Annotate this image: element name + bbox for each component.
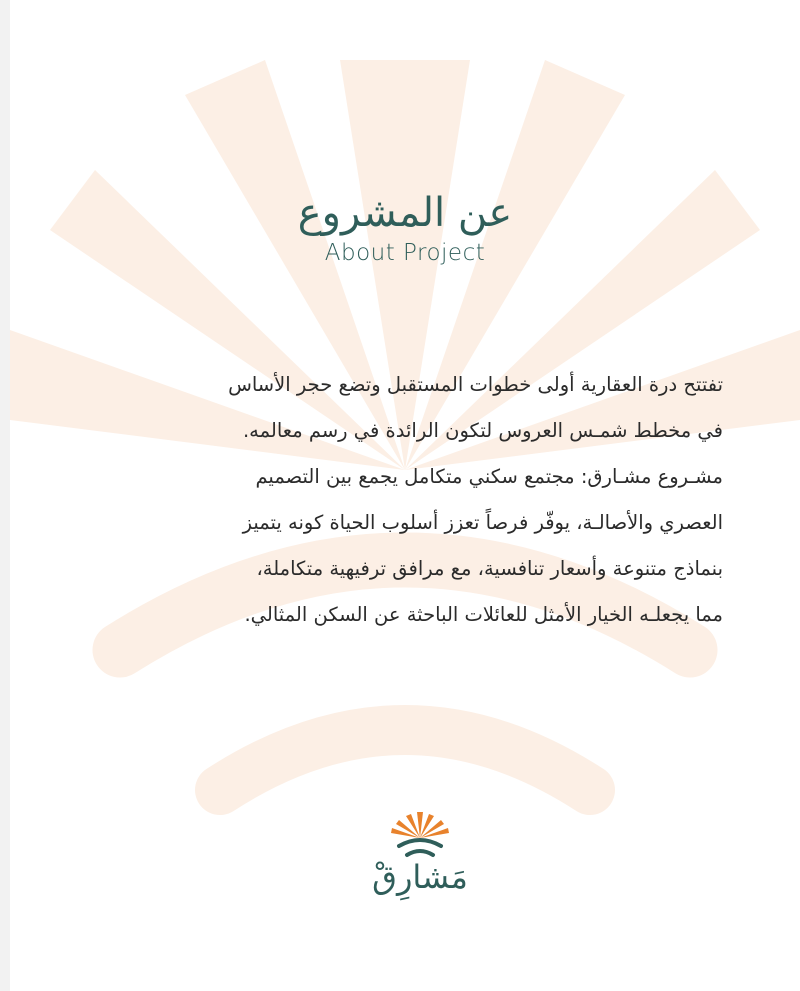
page-title-english: About Project — [324, 240, 486, 266]
brand-logo — [360, 808, 480, 918]
paragraph-line: مشـروع مشـارق: مجتمع سكني متكامل يجمع بين التصميم — [255, 465, 723, 488]
about-paragraph — [98, 362, 723, 638]
sun-rays-icon — [391, 812, 449, 838]
logo-arc-upper-icon — [399, 840, 441, 846]
paragraph-line: بنماذج متنوعة وأسعار تنافسية، مع مرافق ترفيهية متكاملة، — [256, 557, 723, 580]
paragraph-line: تفتتح درة العقارية أولى خطوات المستقبل وتضع حجر الأساس — [228, 373, 723, 396]
logo-wordmark: مَشارِقْ — [372, 858, 468, 896]
watermark-arc-lower — [220, 730, 590, 790]
paragraph-line: العصري والأصالـة، يوفّر فرصاً تعزز أسلوب الحياة كونه يتميز — [242, 511, 723, 534]
paragraph-line: في مخطط شمـس العروس لتكون الرائدة في رسم معالمه. — [242, 419, 723, 442]
page-title-arabic: عن المشروع — [297, 190, 513, 236]
document-page — [10, 0, 800, 991]
title-block — [10, 190, 800, 268]
paragraph-line: مما يجعلـه الخيار الأمثل للعائلات الباحثة عن السكن المثالي. — [244, 603, 723, 626]
logo-arc-lower-icon — [407, 851, 433, 855]
sunrise-icon — [385, 808, 455, 858]
